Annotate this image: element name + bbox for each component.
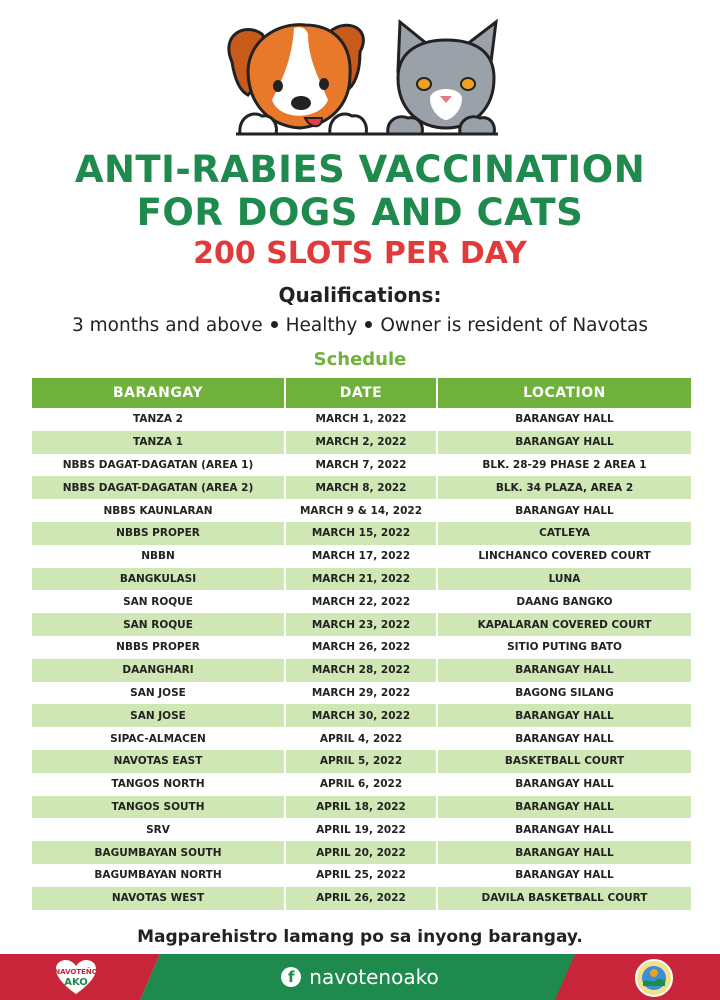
location-cell: BARANGAY HALL (438, 431, 691, 454)
location-cell: BARANGAY HALL (438, 818, 691, 841)
barangay-cell: NBBS PROPER (32, 636, 284, 659)
location-cell: KAPALARAN COVERED COURT (438, 613, 691, 636)
location-cell: LUNA (438, 568, 691, 591)
date-cell: MARCH 7, 2022 (286, 454, 436, 477)
barangay-cell: NBBS KAUNLARAN (32, 499, 284, 522)
date-cell: APRIL 5, 2022 (286, 750, 436, 773)
column-header-location: LOCATION (438, 378, 691, 408)
schedule-heading: Schedule (313, 349, 407, 370)
date-cell: MARCH 21, 2022 (286, 568, 436, 591)
barangay-cell: SIPAC-ALMACEN (32, 727, 284, 750)
barangay-cell: NBBS PROPER (32, 522, 284, 545)
table-row (32, 682, 691, 705)
column-header-date: DATE (286, 378, 436, 408)
location-cell: SITIO PUTING BATO (438, 636, 691, 659)
facebook-link[interactable] (0, 954, 720, 1000)
table-row (32, 636, 691, 659)
barangay-cell: SAN ROQUE (32, 590, 284, 613)
date-cell: MARCH 2, 2022 (286, 431, 436, 454)
table-row (32, 818, 691, 841)
table-header-row (32, 378, 691, 408)
page-title-line2: FOR DOGS AND CATS (136, 191, 584, 234)
date-cell: APRIL 20, 2022 (286, 841, 436, 864)
barangay-cell: NAVOTAS EAST (32, 750, 284, 773)
barangay-cell: NBBS DAGAT-DAGATAN (AREA 2) (32, 476, 284, 499)
column-header-barangay: BARANGAY (32, 378, 284, 408)
date-cell: MARCH 26, 2022 (286, 636, 436, 659)
location-cell: BARANGAY HALL (438, 499, 691, 522)
date-cell: MARCH 29, 2022 (286, 682, 436, 705)
registration-note: Magparehistro lamang po sa inyong barangay. (137, 927, 583, 947)
location-cell: BLK. 28-29 PHASE 2 AREA 1 (438, 454, 691, 477)
schedule-table-body (32, 408, 691, 910)
date-cell: MARCH 9 & 14, 2022 (286, 499, 436, 522)
location-cell: CATLEYA (438, 522, 691, 545)
location-cell: BARANGAY HALL (438, 864, 691, 887)
location-cell: BASKETBALL COURT (438, 750, 691, 773)
barangay-cell: SAN JOSE (32, 704, 284, 727)
table-row (32, 841, 691, 864)
footer-banner (0, 954, 720, 1000)
date-cell: APRIL 4, 2022 (286, 727, 436, 750)
table-row (32, 773, 691, 796)
location-cell: BARANGAY HALL (438, 841, 691, 864)
barangay-cell: BAGUMBAYAN NORTH (32, 864, 284, 887)
date-cell: MARCH 30, 2022 (286, 704, 436, 727)
slots-per-day: 200 SLOTS PER DAY (193, 236, 527, 271)
qualifications-heading: Qualifications: (278, 283, 442, 307)
location-cell: BARANGAY HALL (438, 796, 691, 819)
date-cell: MARCH 23, 2022 (286, 613, 436, 636)
table-row (32, 545, 691, 568)
table-row (32, 704, 691, 727)
location-cell: BARANGAY HALL (438, 704, 691, 727)
date-cell: MARCH 1, 2022 (286, 408, 436, 431)
barangay-cell: TANZA 1 (32, 431, 284, 454)
location-cell: BARANGAY HALL (438, 408, 691, 431)
table-row (32, 750, 691, 773)
location-cell: BAGONG SILANG (438, 682, 691, 705)
table-row (32, 796, 691, 819)
table-row (32, 499, 691, 522)
logo-text-top: NAVOTEÑO (54, 968, 98, 976)
date-cell: APRIL 6, 2022 (286, 773, 436, 796)
date-cell: APRIL 26, 2022 (286, 887, 436, 910)
location-cell: BLK. 34 PLAZA, AREA 2 (438, 476, 691, 499)
dog-illustration (229, 25, 367, 134)
table-row (32, 454, 691, 477)
table-row (32, 431, 691, 454)
location-cell: BARANGAY HALL (438, 659, 691, 682)
barangay-cell: TANZA 2 (32, 408, 284, 431)
table-row (32, 476, 691, 499)
table-row (32, 590, 691, 613)
bullet-icon (271, 321, 278, 328)
date-cell: MARCH 22, 2022 (286, 590, 436, 613)
table-row (32, 727, 691, 750)
barangay-cell: NBBS DAGAT-DAGATAN (AREA 1) (32, 454, 284, 477)
table-row (32, 864, 691, 887)
barangay-cell: DAANGHARI (32, 659, 284, 682)
date-cell: MARCH 28, 2022 (286, 659, 436, 682)
qualification-item: Owner is resident of Navotas (380, 315, 648, 336)
location-cell: LINCHANCO COVERED COURT (438, 545, 691, 568)
table-row (32, 613, 691, 636)
barangay-cell: NBBN (32, 545, 284, 568)
barangay-cell: NAVOTAS WEST (32, 887, 284, 910)
location-cell: DAANG BANGKO (438, 590, 691, 613)
date-cell: APRIL 18, 2022 (286, 796, 436, 819)
bullet-icon (365, 321, 372, 328)
qualification-item: Healthy (285, 315, 358, 336)
date-cell: APRIL 25, 2022 (286, 864, 436, 887)
qualification-item: 3 months and above (71, 315, 263, 336)
barangay-cell: BANGKULASI (32, 568, 284, 591)
page-title-line1: ANTI-RABIES VACCINATION (74, 148, 646, 191)
location-cell: DAVILA BASKETBALL COURT (438, 887, 691, 910)
table-row (32, 408, 691, 431)
barangay-cell: SRV (32, 818, 284, 841)
barangay-cell: BAGUMBAYAN SOUTH (32, 841, 284, 864)
date-cell: MARCH 8, 2022 (286, 476, 436, 499)
schedule-table (30, 378, 693, 910)
cat-illustration (388, 22, 496, 134)
logo-text-bottom: AKO (64, 977, 88, 988)
qualifications-list (0, 313, 720, 339)
navotas-city-seal (634, 958, 674, 998)
date-cell: MARCH 15, 2022 (286, 522, 436, 545)
table-row (32, 659, 691, 682)
barangay-cell: TANGOS SOUTH (32, 796, 284, 819)
location-cell: BARANGAY HALL (438, 727, 691, 750)
table-row (32, 522, 691, 545)
pets-illustration (0, 0, 720, 140)
table-row (32, 887, 691, 910)
location-cell: BARANGAY HALL (438, 773, 691, 796)
date-cell: MARCH 17, 2022 (286, 545, 436, 568)
facebook-icon: f (281, 967, 301, 987)
barangay-cell: SAN ROQUE (32, 613, 284, 636)
barangay-cell: TANGOS NORTH (32, 773, 284, 796)
barangay-cell: SAN JOSE (32, 682, 284, 705)
table-row (32, 568, 691, 591)
facebook-handle: navotenoako (309, 965, 439, 989)
date-cell: APRIL 19, 2022 (286, 818, 436, 841)
